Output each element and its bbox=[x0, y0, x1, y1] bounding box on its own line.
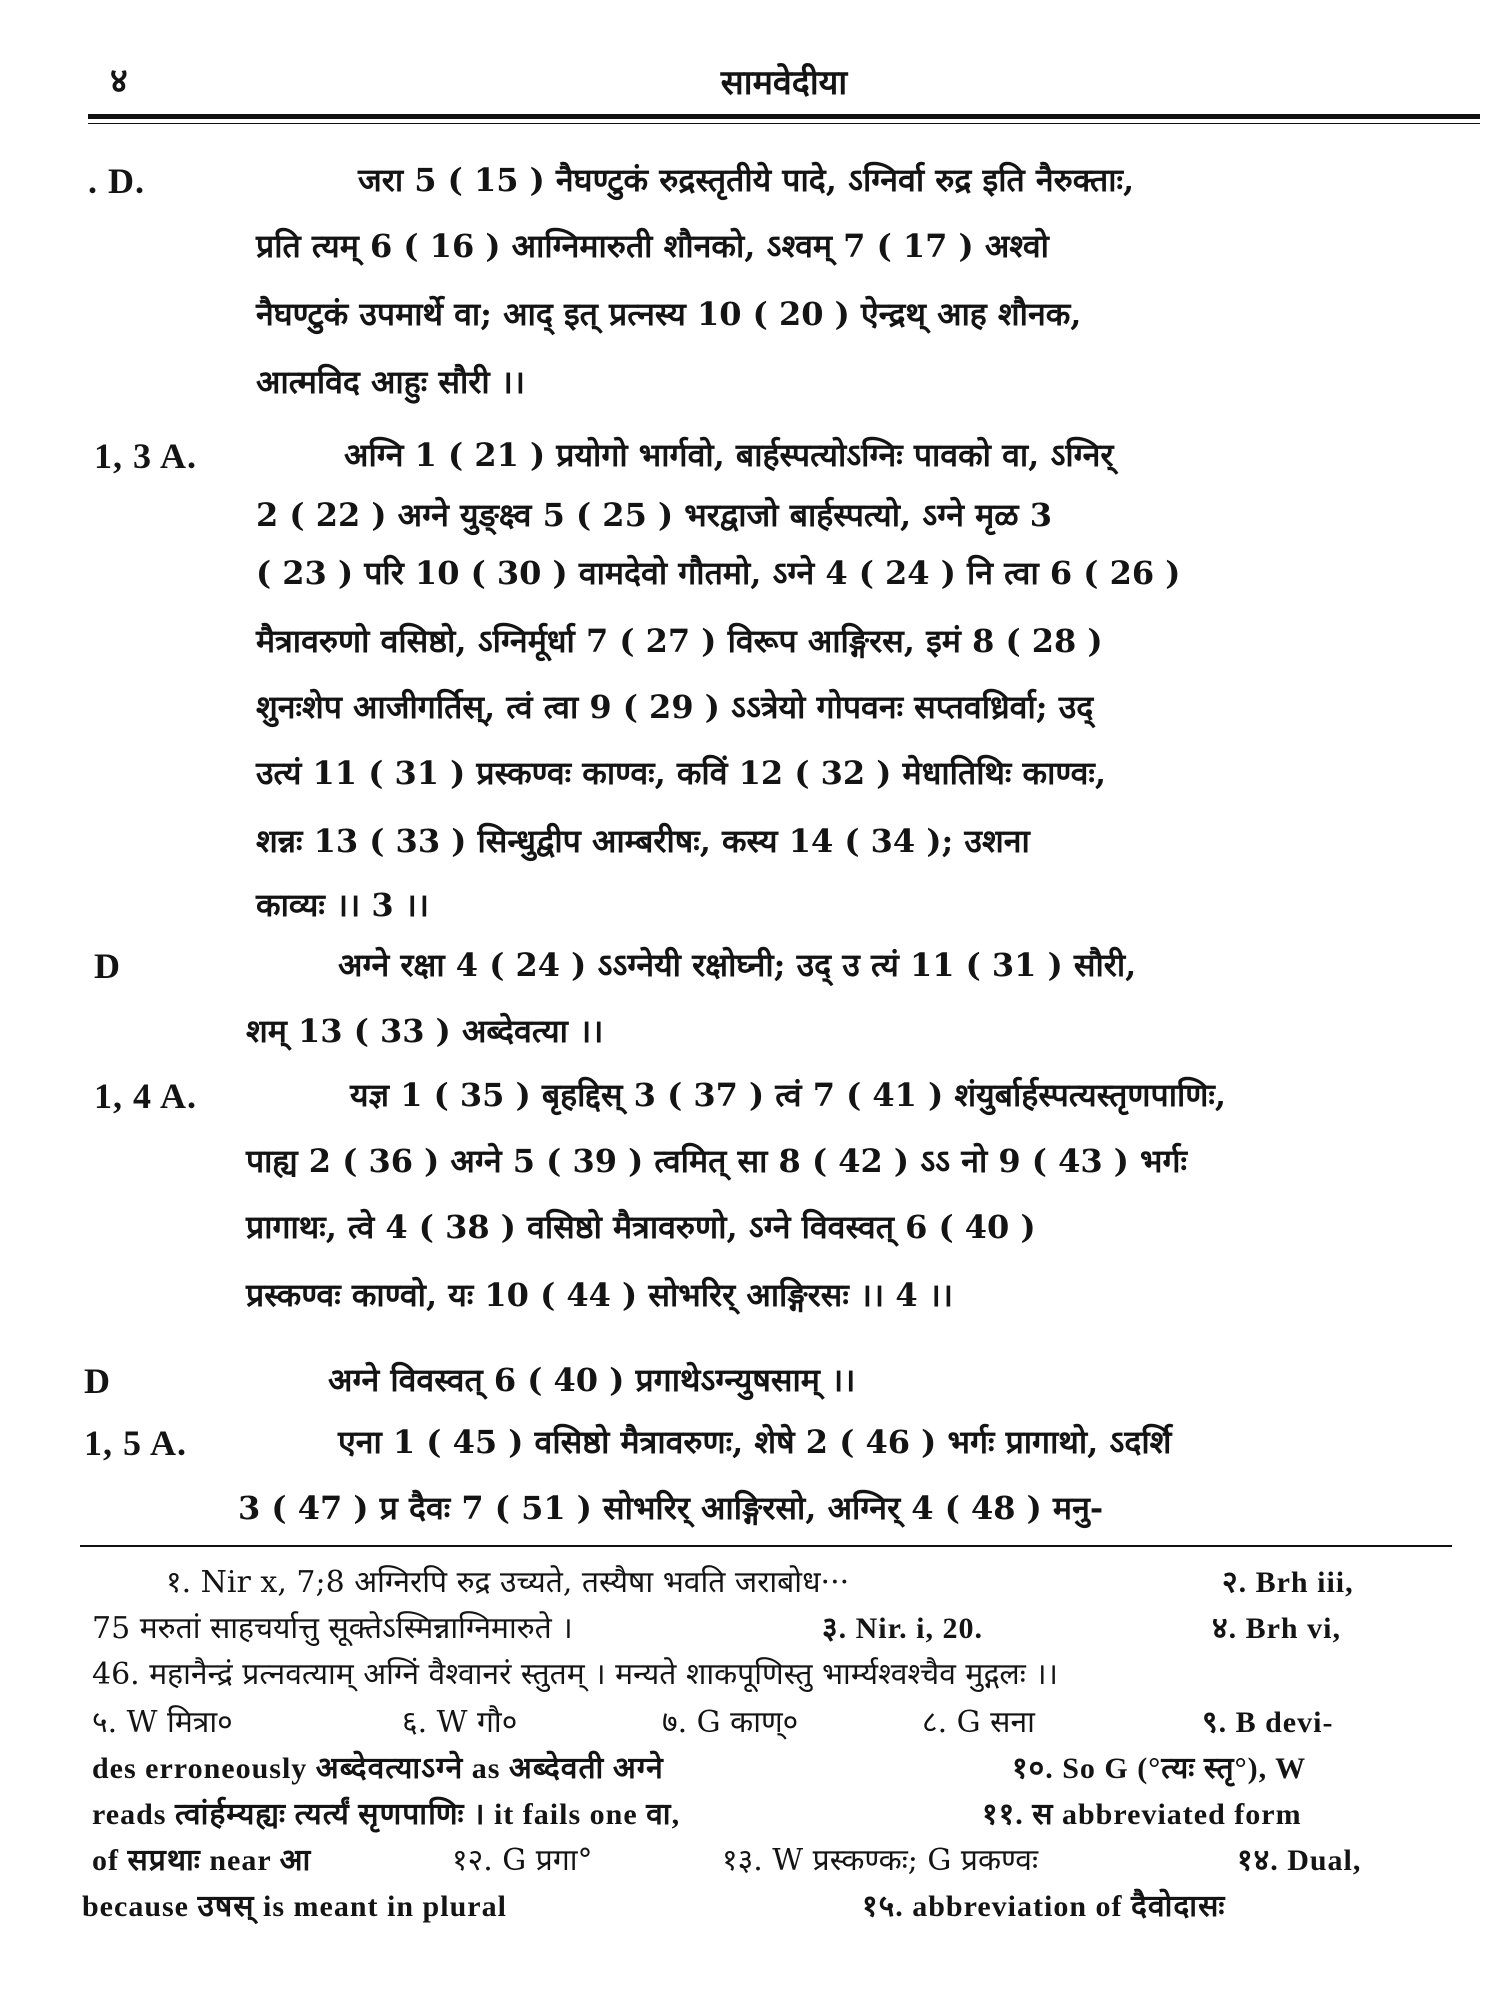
footnote-line bbox=[82, 1560, 1462, 1604]
footnote: १०. So G (°त्यः स्तृ°), W bbox=[1012, 1752, 1307, 1785]
entry-label: D bbox=[94, 946, 121, 986]
entry-line: प्रागाथः, त्वे 4 ( 38 ) वसिष्ठो मैत्रावरुणो, ऽग्ने विवस्वत् 6 ( 40 ) bbox=[246, 1208, 1036, 1246]
entry-line: शन्नः 13 ( 33 ) सिन्धुद्वीप आम्बरीषः, कस्य 14 ( 34 ); उशना bbox=[256, 822, 1030, 860]
footnote: 46. महानैन्द्रं प्रत्नवत्याम् अग्निं वैश्वानरं स्तुतम् । मन्यते शाकपूणिस्तु भार्म्यश्वश्चैव मुद्गलः ।। bbox=[92, 1657, 1059, 1692]
entry-line: प्रति त्यम् 6 ( 16 ) आग्निमारुती शौनको, ऽश्वम् 7 ( 17 ) अश्वो bbox=[256, 227, 1049, 265]
footnote-line bbox=[82, 1792, 1462, 1836]
entry-line: पाह्य 2 ( 36 ) अग्ने 5 ( 39 ) त्वमित् सा 8 ( 42 ) ऽऽ नो 9 ( 43 ) भर्गः bbox=[246, 1142, 1188, 1180]
footnote: १३. W प्रस्कण्कः; G प्रकण्वः bbox=[722, 1843, 1039, 1878]
entry-line: 2 ( 22 ) अग्ने युङ्क्ष्व 5 ( 25 ) भरद्वाजो बार्हस्पत्यो, ऽग्ने मृळ 3 bbox=[256, 496, 1052, 534]
footnote: २. Brh iii, bbox=[1222, 1566, 1354, 1599]
footnote-line bbox=[82, 1700, 1462, 1744]
entry-line: 3 ( 47 ) प्र दैवः 7 ( 51 ) सोभरिर् आङ्गिरसो, अग्निर् 4 ( 48 ) मनु- bbox=[238, 1489, 1104, 1527]
entry-line: अग्ने विवस्वत् 6 ( 40 ) प्रगाथेऽग्न्युषसाम् ।। bbox=[328, 1361, 856, 1399]
entry-label: 1, 5 A. bbox=[84, 1423, 188, 1463]
entry-line: जरा 5 ( 15 ) नैघण्टुकं रुद्रस्तृतीये पादे, ऽग्निर्वा रुद्र इति नैरुक्ताः, bbox=[358, 161, 1135, 199]
footnote: ११. स abbreviated form bbox=[982, 1798, 1302, 1831]
footnote-line bbox=[82, 1884, 1462, 1928]
footnote: ९. B devi- bbox=[1202, 1706, 1334, 1739]
page-number: ४ bbox=[110, 61, 128, 101]
footnote: because उषस् is meant in plural bbox=[82, 1890, 507, 1923]
footnote: १४. Dual, bbox=[1237, 1844, 1362, 1877]
entry-line: अग्ने रक्षा 4 ( 24 ) ऽऽग्नेयी रक्षोघ्नी; उद् उ त्यं 11 ( 31 ) सौरी, bbox=[338, 946, 1137, 984]
entry-line: शुनःशेप आजीगर्तिस्, त्वं त्वा 9 ( 29 ) ऽऽत्रेयो गोपवनः सप्तवध्रिर्वा; उद् bbox=[256, 688, 1094, 726]
entry-line: मैत्रावरुणो वसिष्ठो, ऽग्निर्मूर्धा 7 ( 27 ) विरूप आङ्गिरस, इमं 8 ( 28 ) bbox=[256, 622, 1103, 660]
footnote: ७. G काण्० bbox=[662, 1705, 799, 1740]
footnote: reads त्वांर्हम्यह्यः त्यर्त्यं सृणपाणिः । it fails one वा, bbox=[92, 1798, 681, 1831]
entry-label: . D. bbox=[88, 161, 145, 201]
entry-line: ( 23 ) परि 10 ( 30 ) वामदेवो गौतमो, ऽग्ने 4 ( 24 ) नि त्वा 6 ( 26 ) bbox=[256, 554, 1181, 592]
header-rule-thick bbox=[88, 114, 1480, 119]
entry-label: D bbox=[84, 1361, 111, 1401]
footnote: ६. W गौ० bbox=[402, 1705, 518, 1740]
entry-line: यज्ञ 1 ( 35 ) बृहद्दिस् 3 ( 37 ) त्वं 7 ( 41 ) शंयुर्बार्हस्पत्यस्तृणपाणिः, bbox=[350, 1076, 1227, 1114]
entry-line: काव्यः ।। 3 ।। bbox=[256, 886, 430, 924]
footnote-line bbox=[82, 1606, 1462, 1650]
header-rule-thin bbox=[88, 123, 1480, 124]
footnote: १५. abbreviation of दैवोदासः bbox=[862, 1890, 1226, 1923]
footnote: 75 मरुतां साहचर्यात्तु सूक्तेऽस्मिन्नाग्निमारुते । bbox=[92, 1611, 573, 1646]
entry-label: 1, 4 A. bbox=[94, 1076, 198, 1116]
entry-line: नैघण्टुकं उपमार्थे वा; आद् इत् प्रत्नस्य 10 ( 20 ) ऐन्द्रथ् आह शौनक, bbox=[256, 295, 1082, 333]
footnote: ३. Nir. i, 20. bbox=[822, 1612, 983, 1645]
entry-line: आत्मविद आहुः सौरी ।। bbox=[256, 363, 526, 401]
footnote: des erroneously अब्देवत्याऽग्ने as अब्देवती अग्ने bbox=[92, 1752, 664, 1785]
footnote-line bbox=[82, 1652, 1462, 1696]
entry-line: एना 1 ( 45 ) वसिष्ठो मैत्रावरुणः, शेषे 2 ( 46 ) भर्गः प्रागाथो, ऽदर्शि bbox=[338, 1423, 1172, 1461]
footnote: १२. G प्रगा° bbox=[452, 1843, 593, 1878]
entry-line: शम् 13 ( 33 ) अब्देवत्या ।। bbox=[246, 1012, 604, 1050]
footnote: ४. Brh vi, bbox=[1212, 1612, 1341, 1645]
footnote: ८. G सना bbox=[922, 1705, 1035, 1740]
footnote-line bbox=[82, 1838, 1462, 1882]
entry-line: अग्नि 1 ( 21 ) प्रयोगो भार्गवो, बार्हस्पत्योऽग्निः पावको वा, ऽग्निर् bbox=[344, 436, 1114, 474]
footnote: of सप्रथाः near आ bbox=[92, 1844, 312, 1877]
page-header bbox=[88, 52, 1480, 112]
entry-label: 1, 3 A. bbox=[94, 436, 198, 476]
footnote: ५. W मित्रा० bbox=[92, 1705, 233, 1740]
entry-line: प्रस्कण्वः काण्वो, यः 10 ( 44 ) सोभरिर् आङ्गिरसः ।। 4 ।। bbox=[246, 1276, 953, 1314]
footnote-rule bbox=[80, 1545, 1452, 1547]
entry-line: उत्यं 11 ( 31 ) प्रस्कण्वः काण्वः, कविं 12 ( 32 ) मेधातिथिः काण्वः, bbox=[256, 754, 1106, 792]
footnote-line bbox=[82, 1746, 1462, 1790]
footnote: १. Nir x, 7;8 अग्निरपि रुद्र उच्यते, तस्यैषा भवति जराबोध··· bbox=[166, 1565, 850, 1600]
running-title: सामवेदीया bbox=[720, 63, 848, 103]
